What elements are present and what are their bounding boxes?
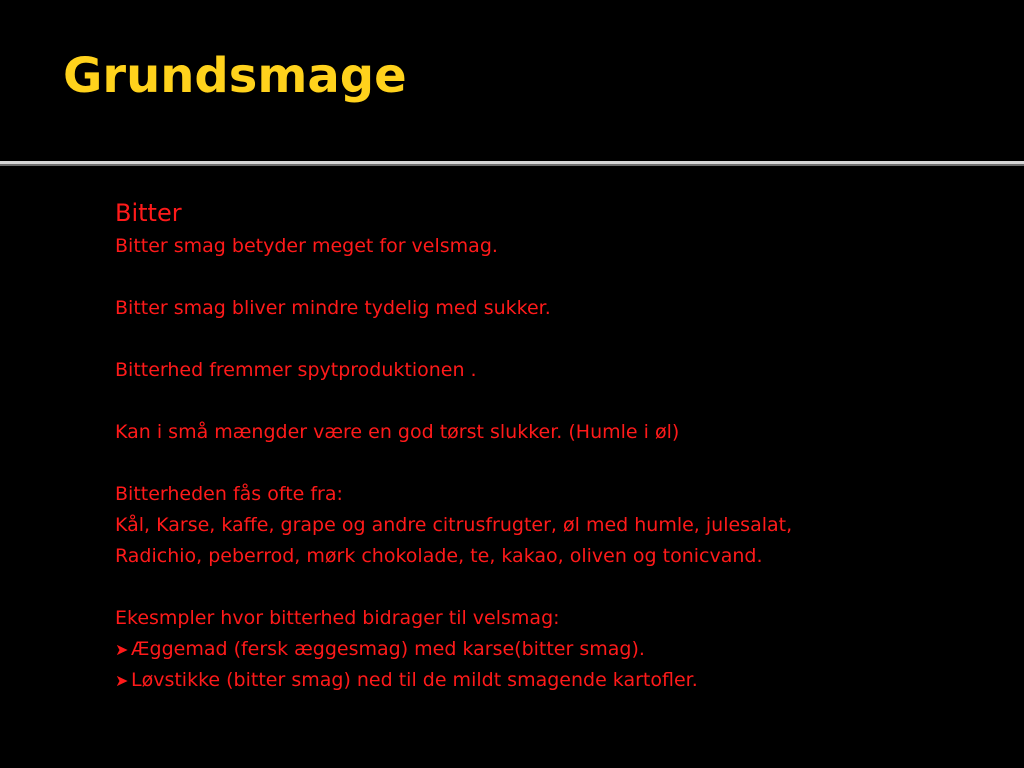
text-line: Radichio, peberrod, mørk chokolade, te, kakao, oliven og tonicvand.	[115, 545, 763, 567]
bullet-text: Æggemad (fersk æggesmag) med karse(bitter smag).	[131, 638, 645, 660]
blank-line	[115, 572, 995, 603]
text-line: Kål, Karse, kaffe, grape og andre citrusfrugter, øl med humle, julesalat,	[115, 514, 793, 536]
text-line: Bitter smag bliver mindre tydelig med sukker.	[115, 297, 551, 319]
text-line: Bitterhed fremmer spytproduktionen .	[115, 359, 477, 381]
bullet-item	[115, 665, 995, 696]
arrow-bullet-icon: ➤	[115, 671, 129, 690]
text-line: Bitter smag betyder meget for velsmag.	[115, 235, 498, 257]
blank-line	[115, 386, 995, 417]
text-line: Kan i små mængder være en god tørst slukker. (Humle i øl)	[115, 421, 680, 443]
bullet-text: Løvstikke (bitter smag) ned til de mildt smagende kartofler.	[131, 669, 698, 691]
blank-line	[115, 262, 995, 293]
title-band	[0, 0, 1024, 160]
text-line: Ekesmpler hvor bitterhed bidrager til velsmag:	[115, 607, 560, 629]
arrow-bullet-icon: ➤	[115, 640, 129, 659]
body-text	[115, 195, 995, 696]
text-line: Bitterheden fås ofte fra:	[115, 483, 343, 505]
blank-line	[115, 448, 995, 479]
bullet-item	[115, 634, 995, 665]
blank-line	[115, 324, 995, 355]
slide-title: Grundsmage	[63, 48, 407, 104]
section-heading: Bitter	[115, 199, 182, 227]
